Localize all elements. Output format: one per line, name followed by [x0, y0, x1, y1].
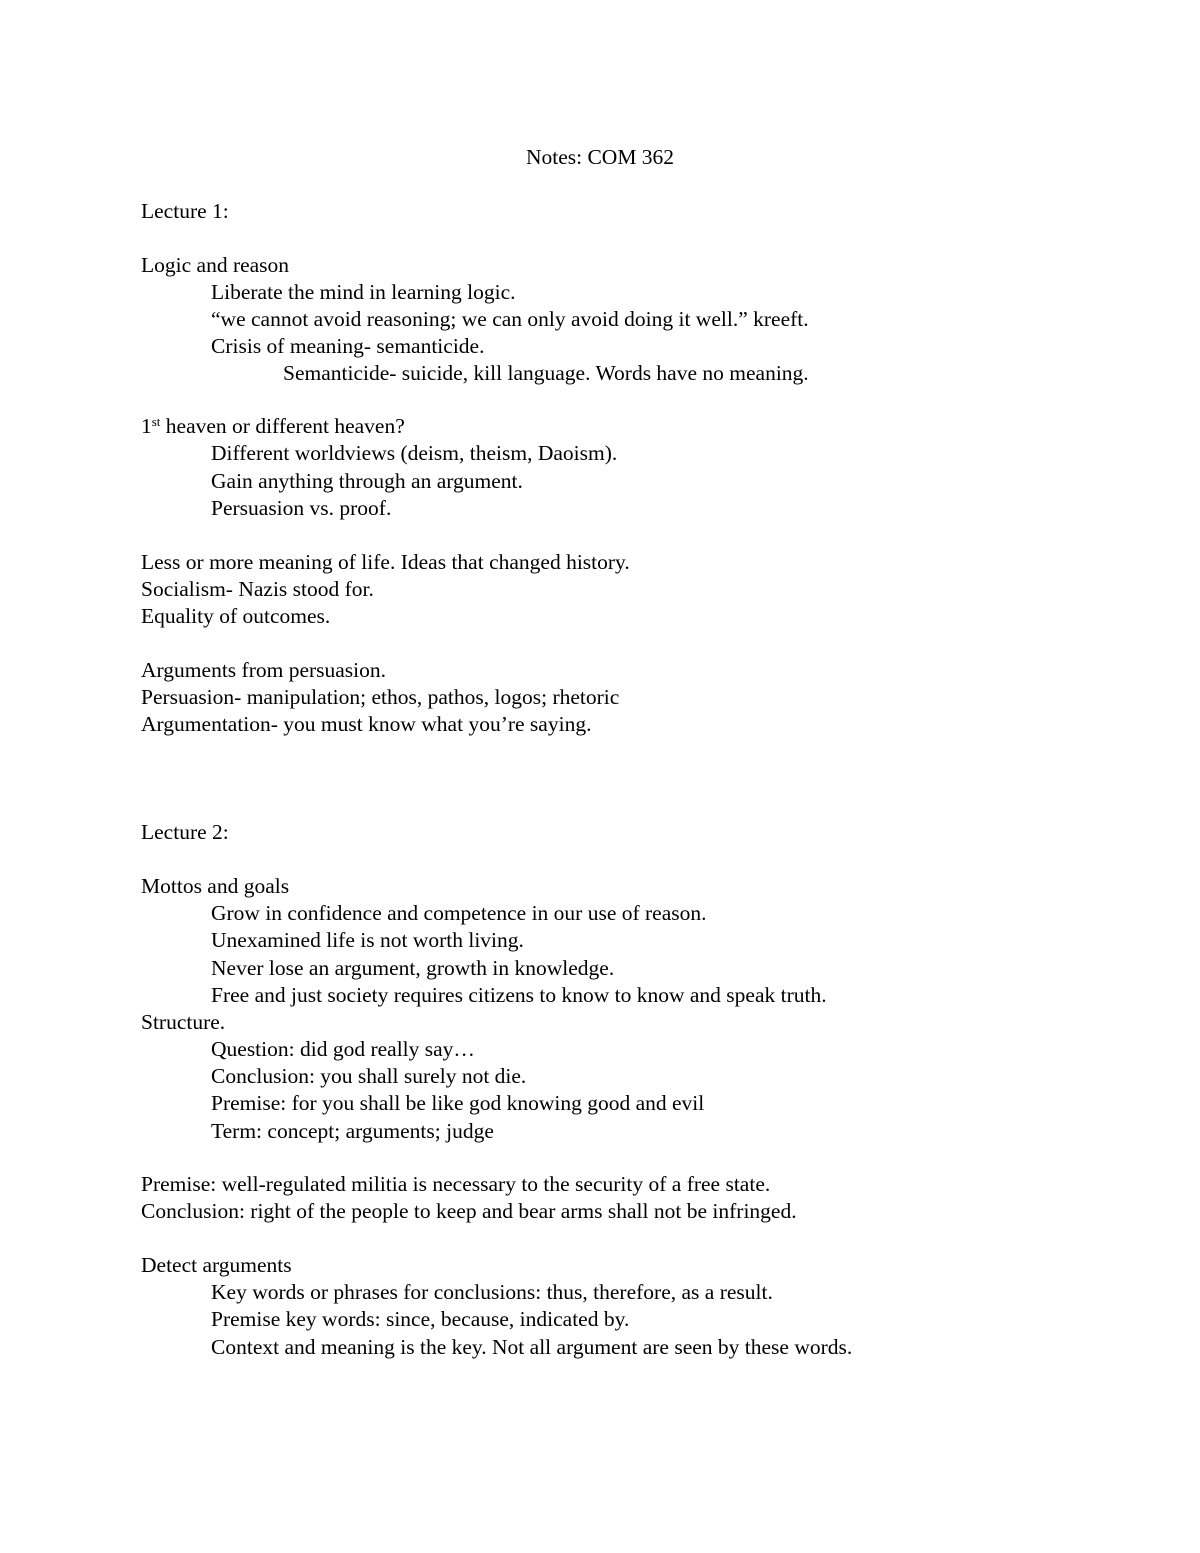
note-line: Gain anything through an argument.: [211, 469, 523, 493]
note-line: Different worldviews (deism, theism, Daoism).: [211, 441, 618, 465]
note-line: Context and meaning is the key. Not all argument are seen by these words.: [211, 1335, 853, 1359]
paragraph-line: Argumentation- you must know what you’re saying.: [141, 712, 592, 736]
note-line: Key words or phrases for conclusions: thus, therefore, as a result.: [211, 1280, 773, 1304]
section-heading-heaven: [141, 413, 405, 440]
section-heading-detect: Detect arguments: [141, 1253, 292, 1277]
note-line: Question: did god really say…: [211, 1037, 475, 1061]
page-title: Notes: COM 362: [525, 145, 675, 169]
note-line: Liberate the mind in learning logic.: [211, 280, 516, 304]
paragraph-line: Arguments from persuasion.: [141, 658, 387, 682]
paragraph-line: Conclusion: right of the people to keep and bear arms shall not be infringed.: [141, 1199, 797, 1223]
note-line: Free and just society requires citizens to know to know and speak truth.: [211, 983, 827, 1007]
note-line: Term: concept; arguments; judge: [211, 1119, 494, 1143]
heading-number: 1: [141, 414, 152, 438]
note-line: Conclusion: you shall surely not die.: [211, 1064, 527, 1088]
lecture-1-heading: Lecture 1:: [141, 199, 229, 223]
paragraph-line: Less or more meaning of life. Ideas that changed history.: [141, 550, 630, 574]
paragraph-line: Persuasion- manipulation; ethos, pathos, logos; rhetoric: [141, 685, 620, 709]
section-heading-logic: Logic and reason: [141, 253, 290, 277]
note-line: “we cannot avoid reasoning; we can only avoid doing it well.” kreeft.: [211, 307, 809, 331]
note-line: Premise key words: since, because, indicated by.: [211, 1307, 630, 1331]
paragraph-line: Socialism- Nazis stood for.: [141, 577, 374, 601]
section-heading-mottos: Mottos and goals: [141, 874, 290, 898]
paragraph-line: Equality of outcomes.: [141, 604, 331, 628]
note-line: Grow in confidence and competence in our use of reason.: [211, 901, 707, 925]
note-subline: Semanticide- suicide, kill language. Words have no meaning.: [283, 361, 809, 385]
heading-text: heaven or different heaven?: [160, 414, 405, 438]
section-heading-structure: Structure.: [141, 1010, 226, 1034]
note-line: Premise: for you shall be like god knowing good and evil: [211, 1091, 705, 1115]
paragraph-line: Premise: well-regulated militia is necessary to the security of a free state.: [141, 1172, 771, 1196]
note-line: Unexamined life is not worth living.: [211, 928, 524, 952]
ordinal-suffix: st: [151, 414, 161, 429]
lecture-2-heading: Lecture 2:: [141, 820, 229, 844]
note-line: Persuasion vs. proof.: [211, 496, 392, 520]
note-line: Never lose an argument, growth in knowledge.: [211, 956, 615, 980]
note-line: Crisis of meaning- semanticide.: [211, 334, 485, 358]
